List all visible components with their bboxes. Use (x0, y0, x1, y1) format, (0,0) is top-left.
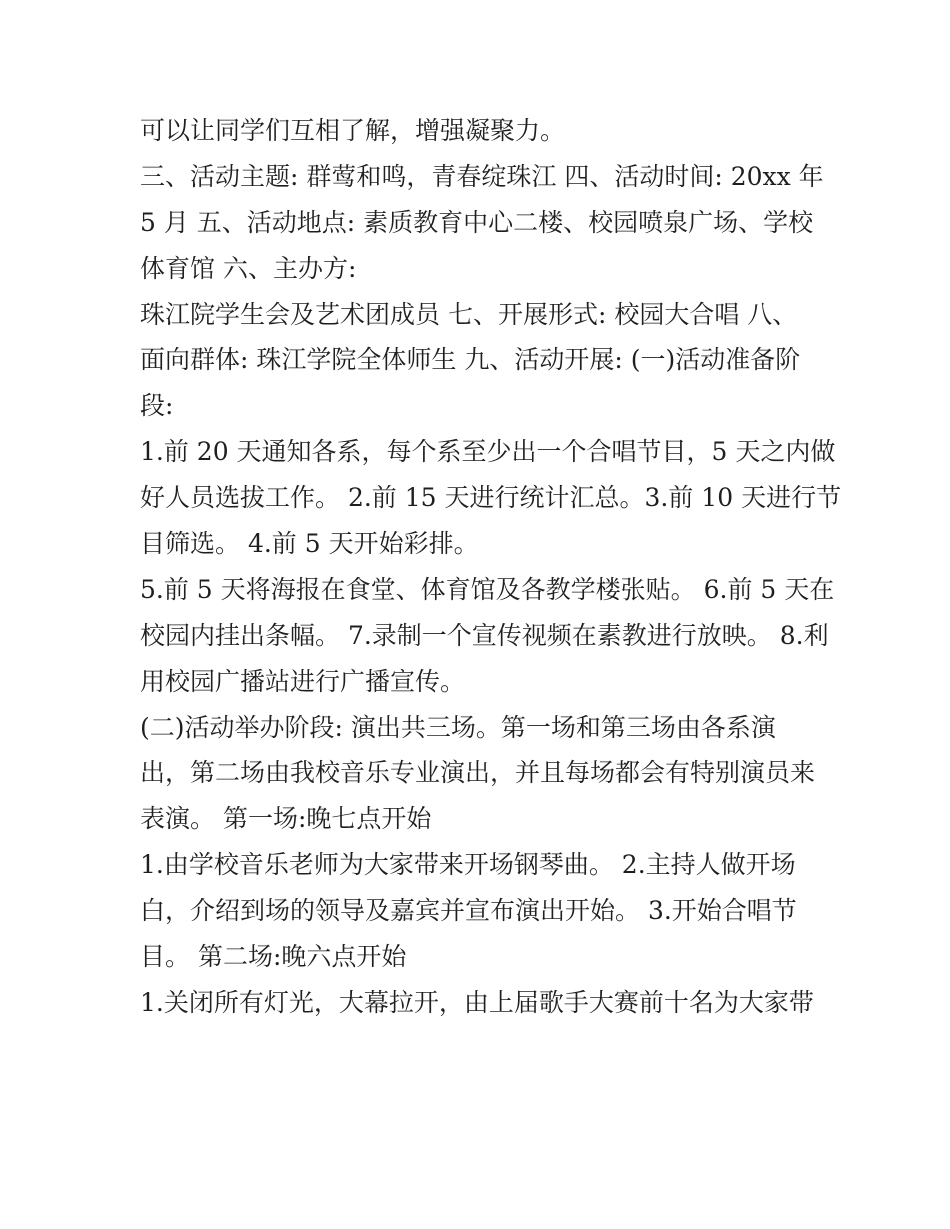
text-line: 表演。 第一场:晚七点开始 (140, 804, 432, 834)
text-line: 珠江院学生会及艺术团成员 七、开展形式: 校园大合唱 八、 (140, 299, 798, 329)
text-line: 段: (140, 391, 174, 421)
text-line: 5 月 五、活动地点: 素质教育中心二楼、校园喷泉广场、学校 (140, 207, 814, 237)
text-line: 体育馆 六、主办方: (140, 253, 357, 283)
text-line: (二)活动举办阶段: 演出共三场。第一场和第三场由各系演 (140, 712, 776, 742)
text-line: 白，介绍到场的领导及嘉宾并宣布演出开始。 3.开始合唱节 (140, 896, 797, 926)
text-line: 1.关闭所有灯光，大幕拉开，由上届歌手大赛前十名为大家带 (140, 987, 814, 1017)
text-line: 用校园广播站进行广播宣传。 (140, 666, 466, 696)
text-line: 5.前 5 天将海报在食堂、体育馆及各教学楼张贴。 6.前 5 天在 (140, 574, 835, 604)
text-line: 1.前 20 天通知各系，每个系至少出一个合唱节目，5 天之内做 (140, 437, 836, 467)
text-line: 好人员选拔工作。 2.前 15 天进行统计汇总。3.前 10 天进行节 (140, 483, 842, 513)
text-line: 面向群体: 珠江学院全体师生 九、活动开展: (一)活动准备阶 (140, 345, 801, 375)
text-line: 三、活动主题: 群莺和鸣，青春绽珠江 四、活动时间: 20xx 年 (140, 161, 824, 191)
text-line: 目。 第二场:晚六点开始 (140, 942, 407, 972)
text-line: 目筛选。 4.前 5 天开始彩排。 (140, 529, 479, 559)
text-line: 出，第二场由我校音乐专业演出，并且每场都会有特别演员来 (140, 758, 816, 788)
text-line: 可以让同学们互相了解，增强凝聚力。 (140, 116, 566, 145)
document-text-body (140, 108, 842, 1026)
text-line: 1.由学校音乐老师为大家带来开场钢琴曲。 2.主持人做开场 (140, 850, 796, 880)
text-line: 校园内挂出条幅。 7.录制一个宣传视频在素教进行放映。 8.利 (140, 620, 829, 650)
